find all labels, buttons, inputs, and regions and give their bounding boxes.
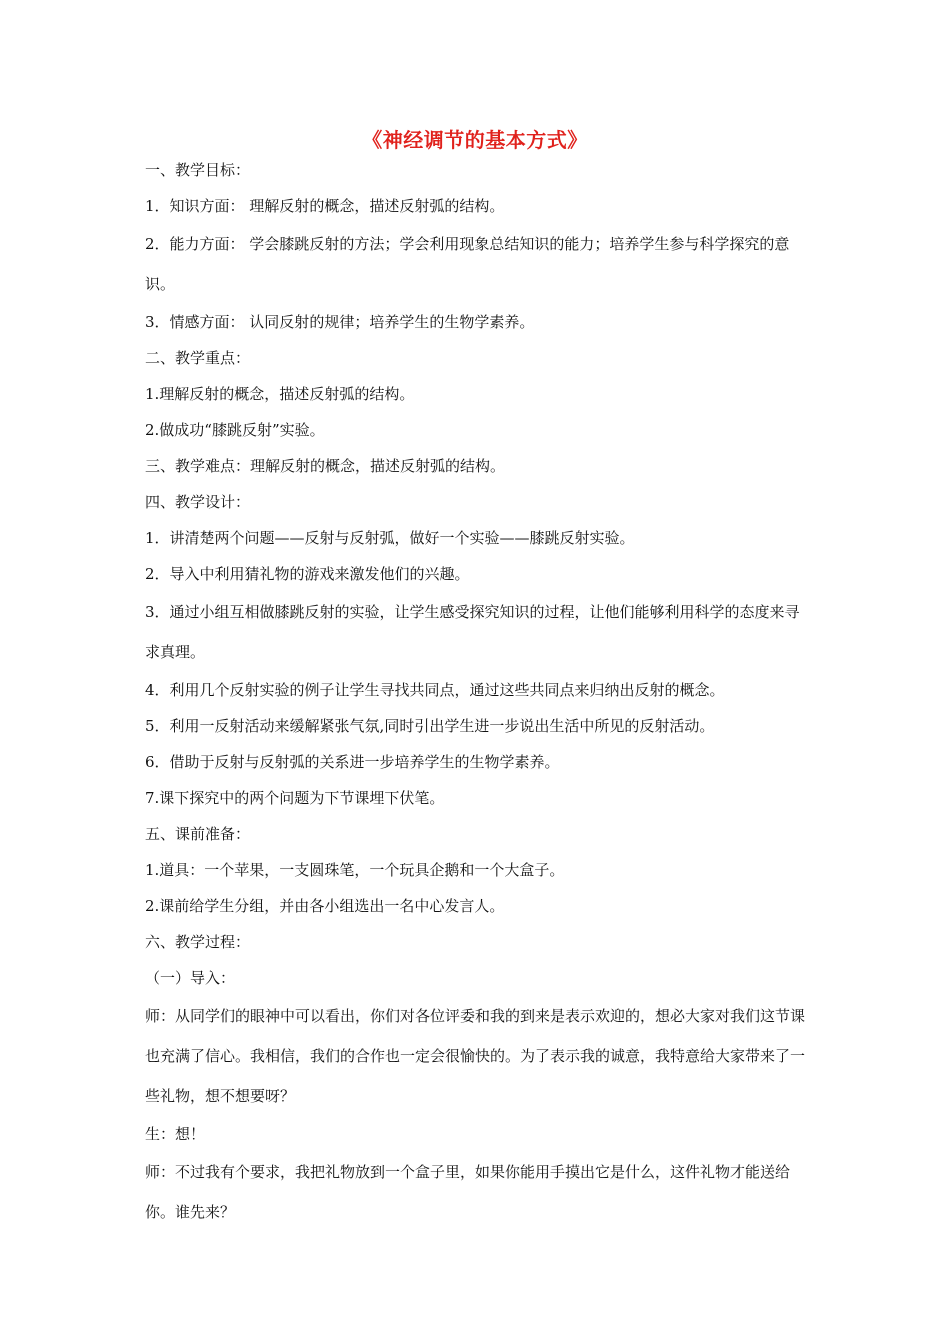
paragraph: 2.做成功“膝跳反射”实验。 <box>145 421 325 439</box>
paragraph: 三、教学难点：理解反射的概念，描述反射弧的结构。 <box>145 457 506 475</box>
paragraph: 4．利用几个反射实验的例子让学生寻找共同点，通过这些共同点来归纳出反射的概念。 <box>145 681 725 699</box>
paragraph: 1．知识方面： 理解反射的概念，描述反射弧的结构。 <box>145 197 505 215</box>
paragraph: 3．通过小组互相做膝跳反射的实验，让学生感受探究知识的过程，让他们能够利用科学的态度来寻求真理。 <box>145 603 800 661</box>
paragraph: 1.道具：一个苹果，一支圆珠笔，一个玩具企鹅和一个大盒子。 <box>145 861 565 879</box>
paragraph: 师：不过我有个要求，我把礼物放到一个盒子里，如果你能用手摸出它是什么，这件礼物才能送给你。谁先来？ <box>145 1163 791 1221</box>
document-body <box>145 152 810 1232</box>
paragraph: 3．情感方面： 认同反射的规律；培养学生的生物学素养。 <box>145 313 535 331</box>
paragraph: 五、课前准备： <box>145 825 251 843</box>
paragraph: 1．讲清楚两个问题——反射与反射弧，做好一个实验——膝跳反射实验。 <box>145 529 635 547</box>
paragraph: 2.课前给学生分组，并由各小组选出一名中心发言人。 <box>145 897 505 915</box>
paragraph: 6．借助于反射与反射弧的关系进一步培养学生的生物学素养。 <box>145 753 560 771</box>
paragraph: 5．利用一反射活动来缓解紧张气氛,同时引出学生进一步说出生活中所见的反射活动。 <box>145 717 715 735</box>
paragraph: 四、教学设计： <box>145 493 251 511</box>
paragraph: 一、教学目标： <box>145 161 251 179</box>
paragraph: 7.课下探究中的两个问题为下节课埋下伏笔。 <box>145 789 445 807</box>
document-title: 《神经调节的基本方式》 <box>362 128 588 152</box>
paragraph: 2．能力方面： 学会膝跳反射的方法；学会利用现象总结知识的能力；培养学生参与科学探究的意识。 <box>145 235 790 293</box>
paragraph: 二、教学重点： <box>145 349 251 367</box>
paragraph: 生：想！ <box>145 1125 206 1143</box>
paragraph: 2．导入中利用猜礼物的游戏来激发他们的兴趣。 <box>145 565 470 583</box>
paragraph: 1.理解反射的概念，描述反射弧的结构。 <box>145 385 415 403</box>
paragraph: （一）导入： <box>145 969 236 987</box>
paragraph: 师：从同学们的眼神中可以看出，你们对各位评委和我的到来是表示欢迎的，想必大家对我们这节课也充满了信心。我相信，我们的合作也一定会很愉快的。为了表示我的诚意，我特意给大家带来了一些礼物，想不想要呀？ <box>145 1007 806 1105</box>
paragraph: 六、教学过程： <box>145 933 251 951</box>
